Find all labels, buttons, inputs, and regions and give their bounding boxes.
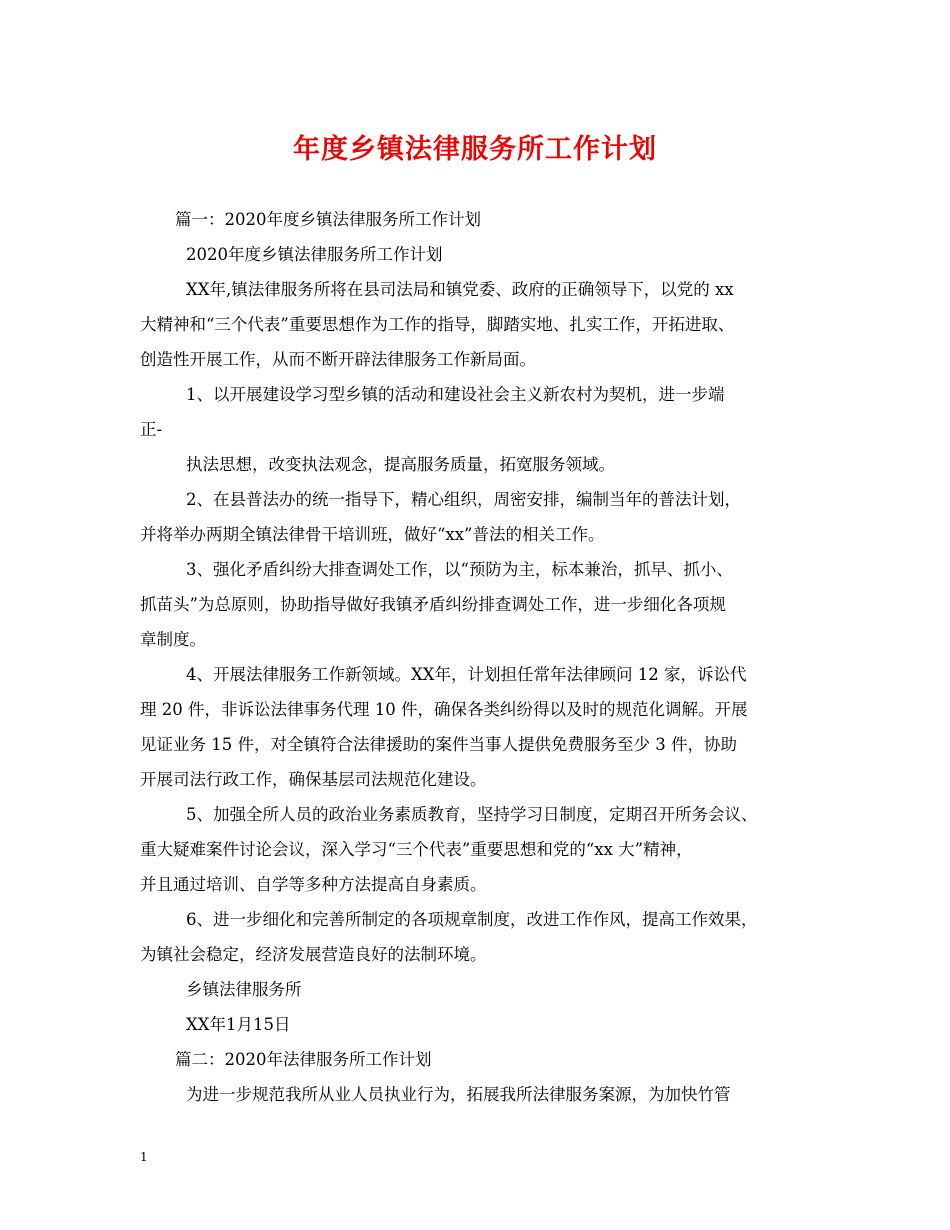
paragraph-line: 6、进一步细化和完善所制定的各项规章制度，改进工作作风，提高工作效果， <box>186 910 758 929</box>
paragraph-line: 1、以开展建设学习型乡镇的活动和建设社会主义新农村为契机，进一步端 <box>186 385 725 404</box>
paragraph-line: 并且通过培训、自学等多种方法提高自身素质。 <box>140 875 487 894</box>
paragraph-line: 理 20 件，非诉讼法律事务代理 10 件，确保各类纠纷得以及时的规范化调解。开展 <box>140 700 748 719</box>
paragraph-line: 为进一步规范我所从业人员执业行为，拓展我所法律服务案源，为加快竹管 <box>186 1085 731 1104</box>
paragraph-line: 创造性开展工作，从而不断开辟法律服务工作新局面。 <box>140 350 536 369</box>
paragraph-line: 为镇社会稳定，经济发展营造良好的法制环境。 <box>140 945 487 964</box>
paragraph-line: 5、加强全所人员的政治业务素质教育，坚持学习日制度，定期召开所务会议、 <box>186 805 758 824</box>
signature-date: XX年1月15日 <box>186 1015 291 1034</box>
paragraph-line: 抓苗头”为总原则，协助指导做好我镇矛盾纠纷排查调处工作，进一步细化各项规 <box>140 595 726 614</box>
section-heading-2: 篇二：2020年法律服务所工作计划 <box>175 1050 432 1069</box>
paragraph-line: 重大疑难案件讨论会议，深入学习“三个代表”重要思想和党的“xx 大”精神， <box>140 840 693 859</box>
paragraph-line: 章制度。 <box>140 630 206 649</box>
paragraph-line: 2、在县普法办的统一指导下，精心组织，周密安排，编制当年的普法计划， <box>186 490 741 509</box>
section-heading-1: 篇一：2020年度乡镇法律服务所工作计划 <box>175 210 481 229</box>
paragraph-line: 执法思想，改变执法观念，提高服务质量，拓宽服务领域。 <box>186 455 615 474</box>
paragraph-line: 开展司法行政工作，确保基层司法规范化建设。 <box>140 770 487 789</box>
paragraph-line: 正- <box>140 420 163 439</box>
paragraph-line: 大精神和“三个代表”重要思想作为工作的指导，脚踏实地、扎实工作，开拓进取、 <box>140 315 735 334</box>
page-number: 1 <box>140 1150 148 1164</box>
paragraph-line: 3、强化矛盾纠纷大排查调处工作，以“预防为主，标本兼治，抓早、抓小、 <box>186 560 733 579</box>
paragraph-line: 见证业务 15 件，对全镇符合法律援助的案件当事人提供免费服务至少 3 件，协助 <box>140 735 737 754</box>
paragraph-line: XX年,镇法律服务所将在县司法局和镇党委、政府的正确领导下，以党的 xx <box>186 280 734 299</box>
document-title: 年度乡镇法律服务所工作计划 <box>293 134 657 165</box>
paragraph-line: 4、开展法律服务工作新领域。XX年，计划担任常年法律顾问 12 家，诉讼代 <box>186 665 747 684</box>
subheading: 2020年度乡镇法律服务所工作计划 <box>186 245 443 264</box>
signature-organization: 乡镇法律服务所 <box>186 980 302 999</box>
paragraph-line: 并将举办两期全镇法律骨干培训班，做好“xx”普法的相关工作。 <box>140 525 605 544</box>
